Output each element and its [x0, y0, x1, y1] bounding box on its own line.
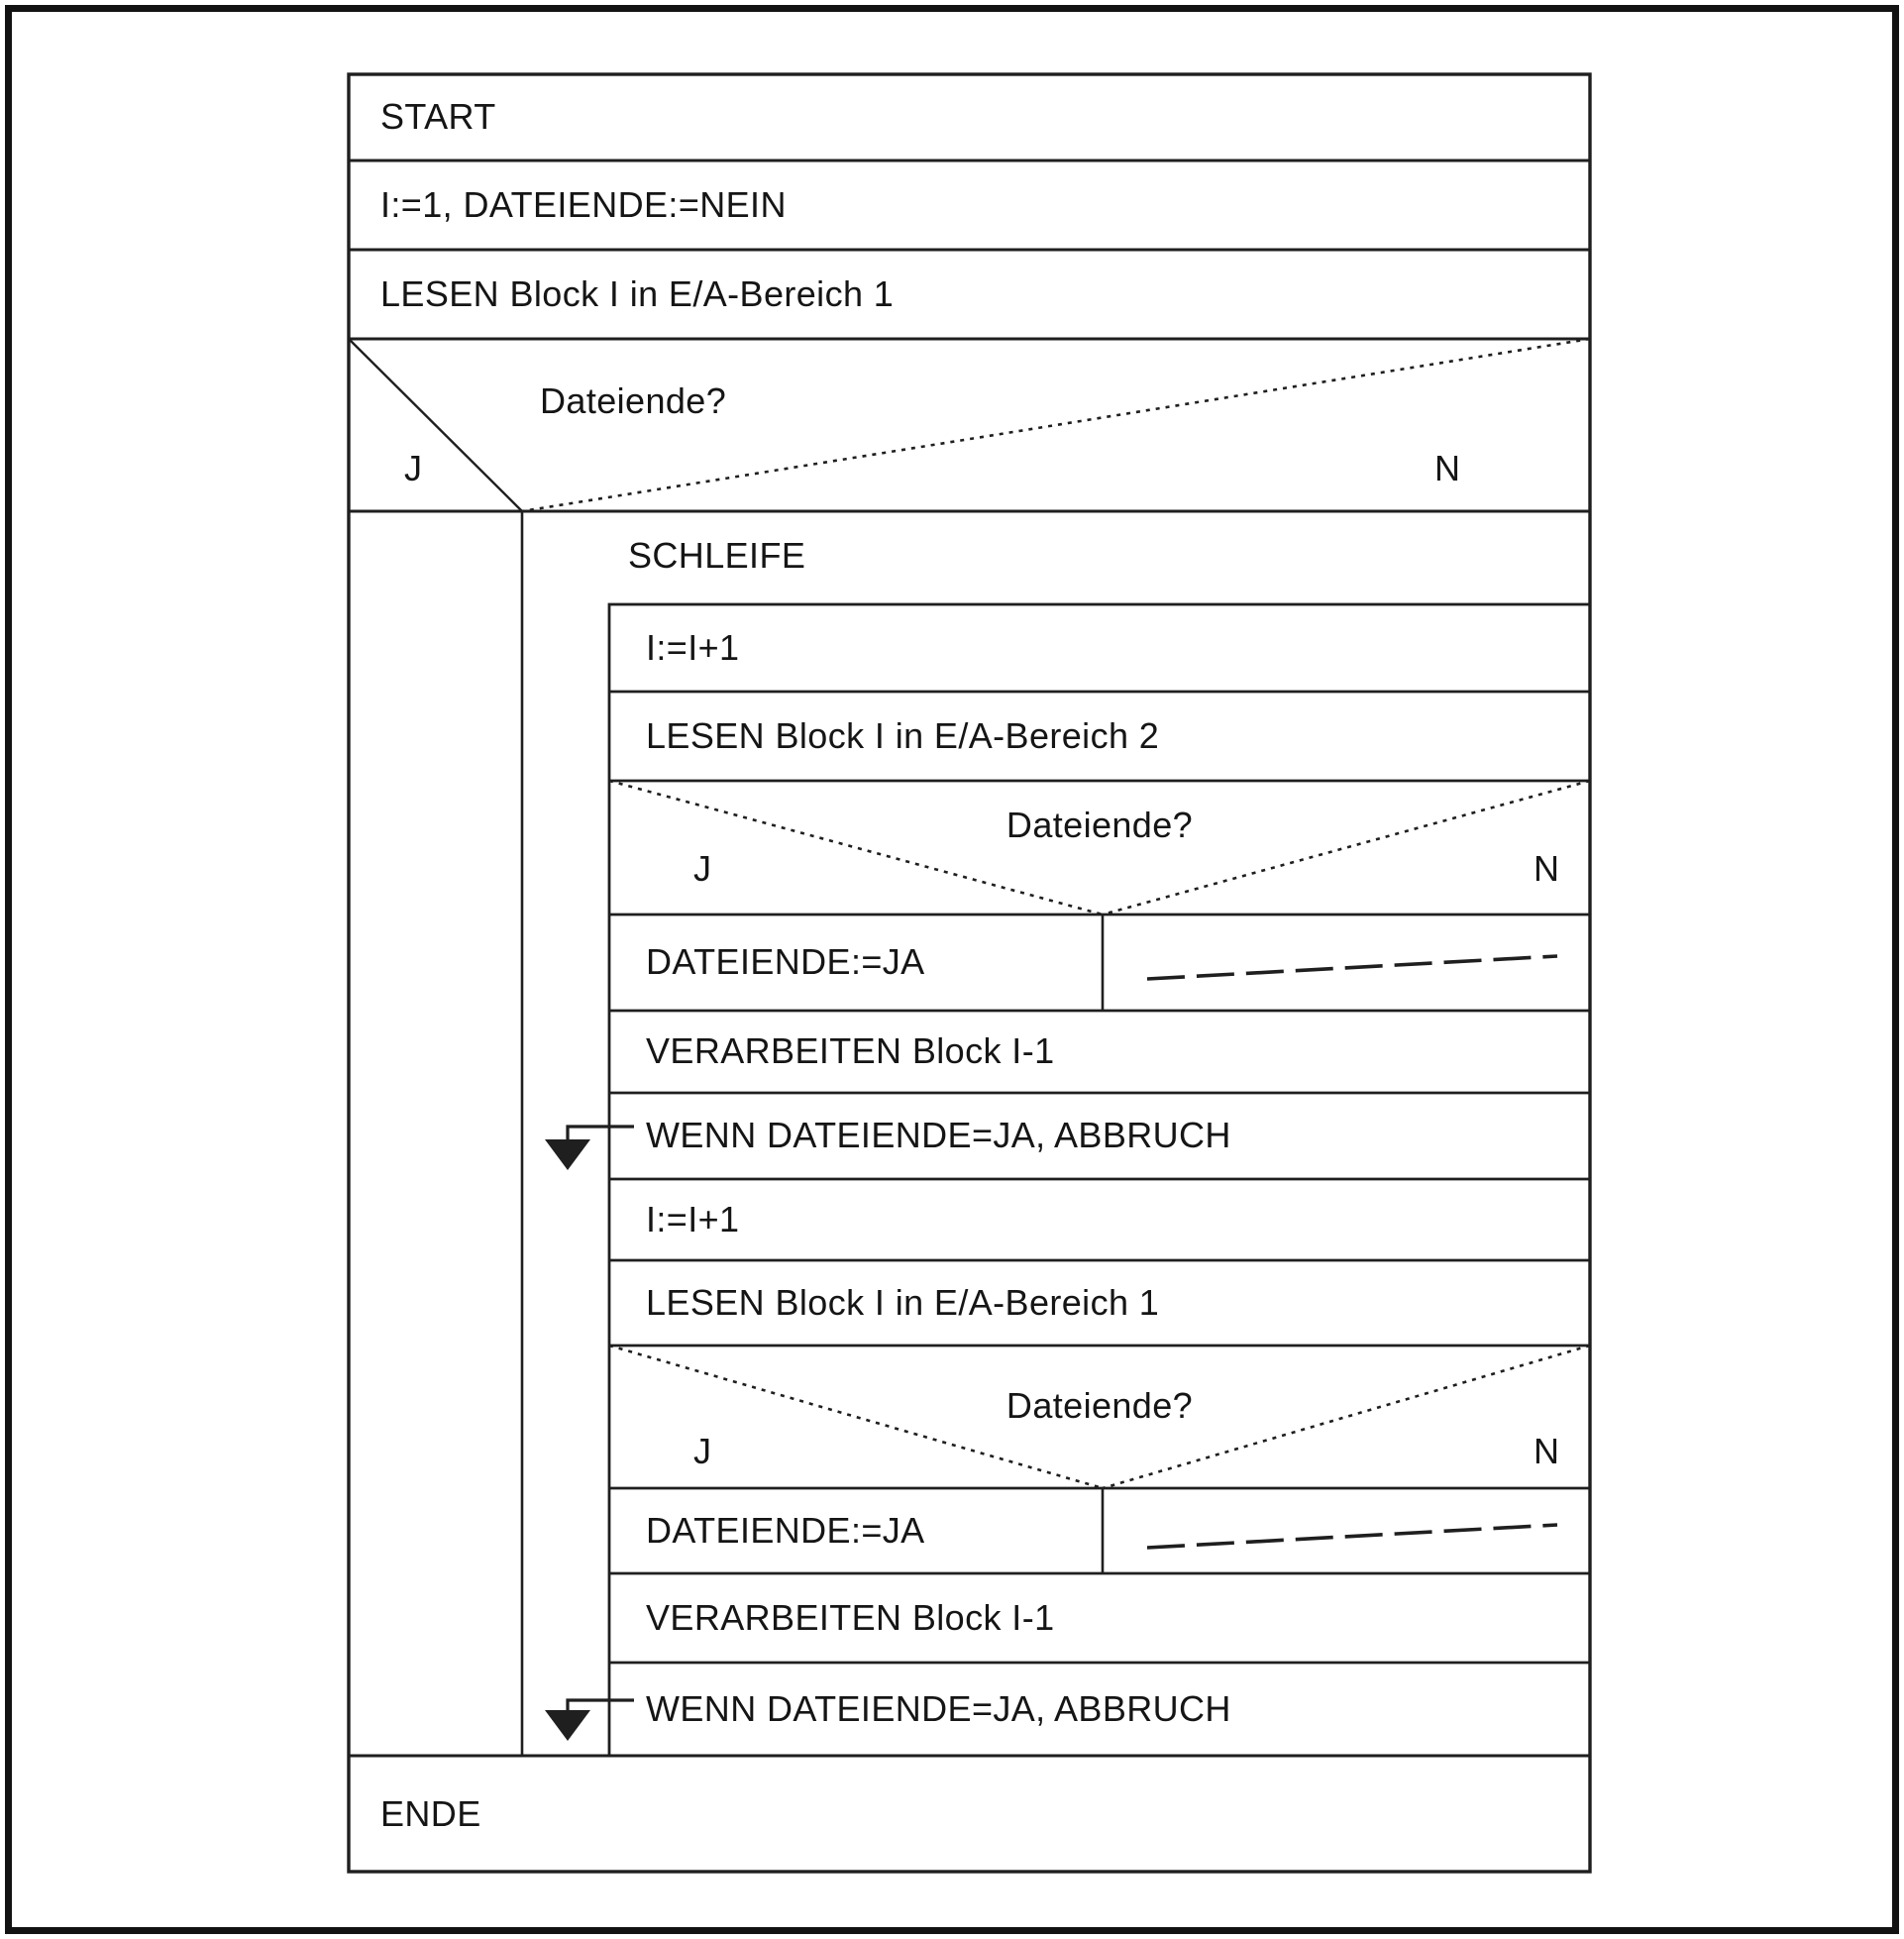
- read-area1-statement: LESEN Block I in E/A-Bereich 1: [646, 1282, 1160, 1323]
- decision-2-no-label: N: [1534, 1431, 1560, 1471]
- break-arrow-1: [545, 1127, 634, 1170]
- set-eof-1-statement: DATEIENDE:=JA: [646, 941, 925, 982]
- empty-branch-dash-1: [1147, 956, 1557, 979]
- decision-outer-question: Dateiende?: [540, 380, 727, 421]
- decision-2-question: Dateiende?: [1005, 1385, 1194, 1426]
- process-1-statement: VERARBEITEN Block I-1: [646, 1030, 1055, 1071]
- break-arrow-2: [545, 1700, 634, 1741]
- end-label: ENDE: [380, 1793, 481, 1834]
- decision-outer-no-label: N: [1434, 448, 1461, 488]
- init-statement: I:=1, DATEIENDE:=NEIN: [380, 184, 787, 225]
- decision-1-no-label: N: [1534, 848, 1560, 889]
- read-first-statement: LESEN Block I in E/A-Bereich 1: [380, 273, 895, 314]
- read-area2-statement: LESEN Block I in E/A-Bereich 2: [646, 715, 1160, 756]
- decision-1-yes-label: J: [693, 848, 712, 889]
- increment-1-statement: I:=I+1: [646, 627, 740, 668]
- process-2-statement: VERARBEITEN Block I-1: [646, 1597, 1055, 1638]
- set-eof-2-statement: DATEIENDE:=JA: [646, 1510, 925, 1551]
- decision-2-yes-label: J: [693, 1431, 712, 1471]
- loop-body-box: [609, 604, 1590, 1756]
- decision-outer-lines: [349, 339, 1590, 511]
- empty-branch-dash-2: [1147, 1525, 1557, 1548]
- break-2-statement: WENN DATEIENDE=JA, ABBRUCH: [646, 1688, 1231, 1729]
- increment-2-statement: I:=I+1: [646, 1199, 740, 1239]
- loop-title: SCHLEIFE: [628, 535, 806, 576]
- break-1-statement: WENN DATEIENDE=JA, ABBRUCH: [646, 1115, 1231, 1155]
- decision-1-question: Dateiende?: [1005, 805, 1194, 845]
- decision-outer-yes-label: J: [404, 448, 423, 488]
- start-label: START: [380, 96, 496, 137]
